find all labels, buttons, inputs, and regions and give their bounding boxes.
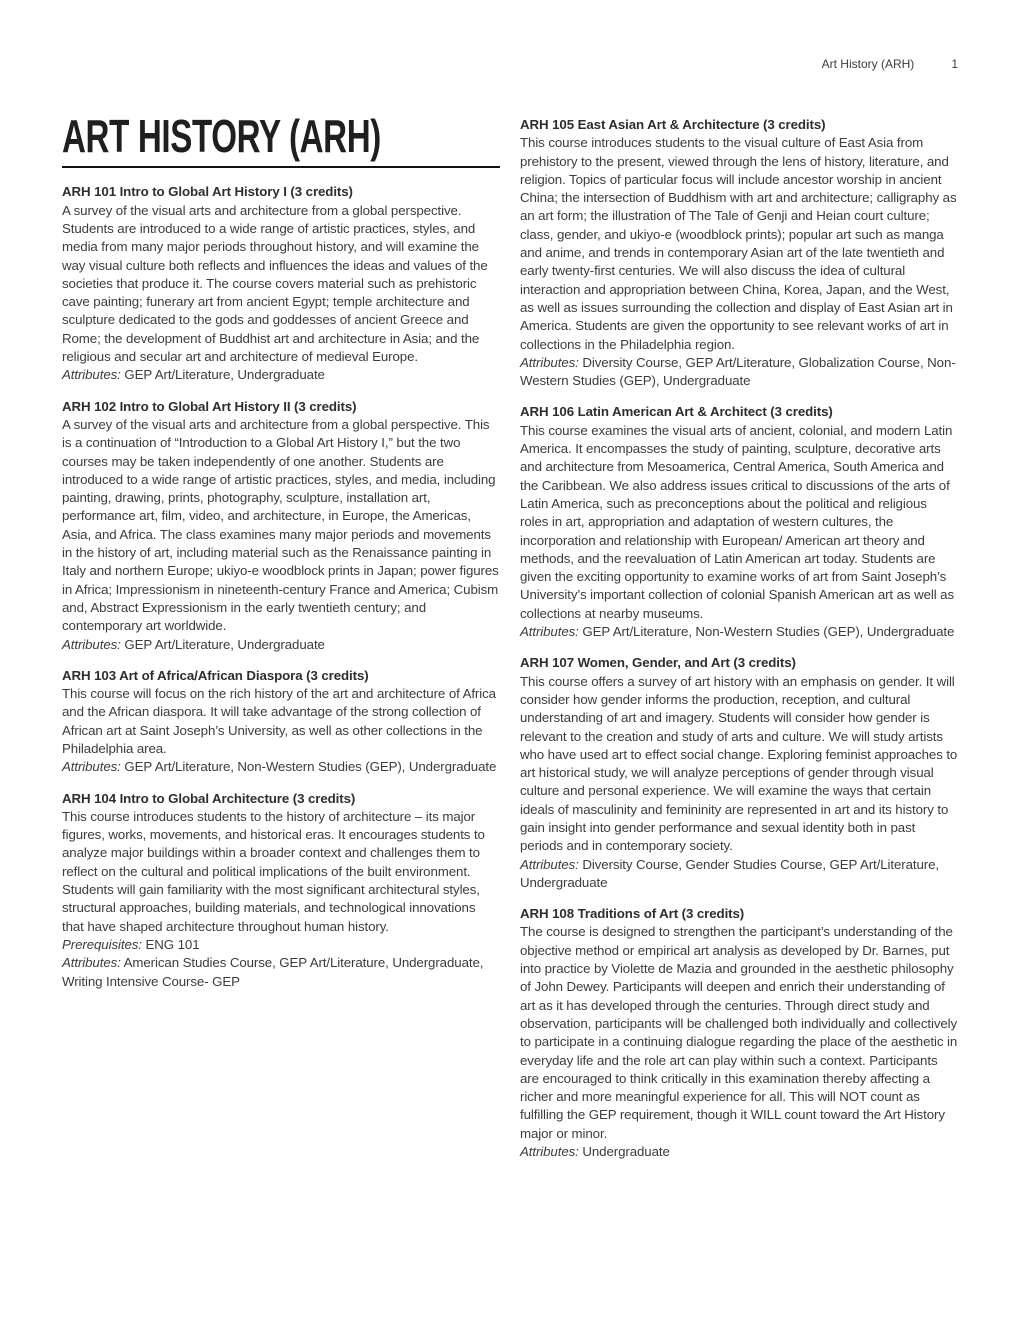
attributes-value: Undergraduate <box>582 1144 670 1160</box>
prerequisites-label: Prerequisites: <box>62 936 142 952</box>
page-title: ART HISTORY (ARH) <box>62 110 381 162</box>
course-description: A survey of the visual arts and architecture from a global perspective. Students are introduced to a wide range of artistic practices, styles, and media from many major periods throughout history, and will examine the way visual culture both reflects and influences the ideas and values of the societies that produce it. The course covers material such as prehistoric cave painting; funerary art from ancient Egypt; temple architecture and sculpture dedicated to the gods and goddesses of ancient Greece and Rome; the development of Buddhist art and architecture in Asia; and the religious and secular art and architecture of medieval Europe. <box>62 202 488 365</box>
attributes-value: Diversity Course, GEP Art/Literature, Globalization Course, Non-Western Studies (GEP), Undergraduate <box>520 354 956 389</box>
attributes-label: Attributes: <box>520 856 579 872</box>
course-heading: ARH 104 Intro to Global Architecture (3 credits) <box>62 790 356 806</box>
attributes-line <box>520 856 958 893</box>
course-heading: ARH 106 Latin American Art & Architect (3 credits) <box>520 404 833 420</box>
course-block-arh105 <box>520 116 958 390</box>
course-heading: ARH 102 Intro to Global Art History II (3 credits) <box>62 398 357 414</box>
course-description: This course will focus on the rich history of the art and architecture of Africa and the African diaspora. It will take advantage of the strong collection of African art at Saint Joseph’s University, as well as other collections in the Philadelphia area. <box>62 686 496 756</box>
course-block-arh106 <box>520 403 958 641</box>
attributes-label: Attributes: <box>62 759 121 775</box>
page-number: 1 <box>951 57 958 71</box>
attributes-value: Diversity Course, Gender Studies Course, GEP Art/Literature, Undergraduate <box>520 856 939 890</box>
course-description: This course offers a survey of art history with an emphasis on gender. It will consider how gender informs the production, reception, and cultural understanding of art and imagery. Students will consider how gender is relevant to the creation and study of arts and culture. We will study artists who have used art to effect social change. Exploring feminist approaches to art historical study, we will analyze perceptions of gender through visual culture and personal experience. We will examine the ways that certain ideals of masculinity and femininity are represented in art and its history to gain insight into gender performance and sexual identity both in past periods and in contemporary society. <box>520 673 958 854</box>
course-heading: ARH 107 Women, Gender, and Art (3 credits) <box>520 655 796 671</box>
course-description: This course introduces students to the visual culture of East Asia from prehistory to the present, viewed through the lens of history, literature, and religion. Topics of particular focus will include ancestor worship in ancient China; the intersection of Buddhism with art and architecture; calligraphy as an art form; the illustration of The Tale of Genji and Heian court culture; class, gender, and ukiyo-e (woodblock prints); popular art such as manga and anime, and trends in contemporary Asian art of the late twentieth and early twenty-first centuries. We will also discuss the idea of cultural interaction and appropriation between China, Korea, Japan, and the West, as well as issues surrounding the collection and display of East Asian art in America. Students are given the opportunity to see relevant works of art in collections in the Philadelphia region. <box>520 135 957 352</box>
course-heading: ARH 108 Traditions of Art (3 credits) <box>520 906 745 922</box>
attributes-value: GEP Art/Literature, Non-Western Studies (GEP), Undergraduate <box>582 624 955 640</box>
title-rule <box>62 166 500 168</box>
left-column <box>62 110 500 1174</box>
course-description: The course is designed to strengthen the participant’s understanding of the objective method or empirical art analysis as developed by Dr. Barnes, put into practice by Violette de Mazia and grounded in the aesthetic philosophy of John Dewey. Participants will deepen and enrich their understanding of art as it has developed through the centuries. Through direct study and observation, participants will be challenged both individually and collectively to participate in a continuing dialogue regarding the place of the aesthetic in everyday life and the role art can play within such a context. Participants are encouraged to think critically in this examination thereby affecting a richer and more meaningful experience for all. This will NOT count as fulfilling the GEP requirement, though it WILL count toward the Art History major or minor. <box>520 924 958 1141</box>
attributes-label: Attributes: <box>520 624 579 640</box>
attributes-line <box>520 623 958 641</box>
course-description: A survey of the visual arts and architecture from a global perspective. This is a continuation of “Introduction to a Global Art History I,” but the two courses may be taken independently of one another. Students are introduced to a wide range of artistic practices, styles, and media, including painting, drawing, prints, photography, sculpture, installation art, performance art, film, video, and architecture, in Europe, the Americas, Asia, and Africa. The class examines many major periods and movements in the history of art, including material such as the Renaissance painting in Italy and northern Europe; ukiyo-e woodblock prints in Japan; power figures in Africa; Impressionism in nineteenth-century France and America; Cubism and, Abstract Expressionism in the early twentieth century; and contemporary art worldwide. <box>62 416 499 634</box>
attributes-label: Attributes: <box>520 354 579 370</box>
attributes-line <box>520 1143 958 1161</box>
attributes-line <box>62 954 500 991</box>
attributes-label: Attributes: <box>62 367 121 383</box>
running-header <box>822 57 958 71</box>
running-header-title: Art History (ARH) <box>821 57 915 71</box>
course-description: This course examines the visual arts of ancient, colonial, and modern Latin America. It encompasses the study of painting, sculpture, decorative arts and architecture from Mesoamerica, Central America, South America and the Caribbean. We also address issues critical to discussions of the arts of Latin America, such as preconceptions about the political and religious roles in art, appropriation and adaptation of western cultures, the incorporation and relationship with European/ American art theory and methods, and the reevaluation of Latin American art today. Students are given the exciting opportunity to examine works of art from Saint Joseph’s University’s important collection of colonial Spanish American art as well as collections at nearby museums. <box>520 422 955 621</box>
right-column <box>520 116 958 1174</box>
attributes-value: GEP Art/Literature, Undergraduate <box>124 636 325 652</box>
page-content <box>62 110 958 1174</box>
attributes-value: GEP Art/Literature, Non-Western Studies (GEP), Undergraduate <box>124 759 497 775</box>
course-block-arh101 <box>62 183 500 384</box>
attributes-line <box>62 636 500 654</box>
course-heading: ARH 101 Intro to Global Art History I (3 credits) <box>62 184 353 200</box>
course-block-arh103 <box>62 667 500 777</box>
attributes-label: Attributes: <box>62 636 121 652</box>
course-heading: ARH 105 East Asian Art & Architecture (3 credits) <box>520 117 826 132</box>
attributes-label: Attributes: <box>62 955 121 971</box>
attributes-line <box>62 366 500 384</box>
course-block-arh107 <box>520 654 958 892</box>
course-block-arh104 <box>62 790 500 991</box>
prerequisites-value: ENG 101 <box>145 936 200 952</box>
prerequisites-line <box>62 936 500 954</box>
attributes-value: GEP Art/Literature, Undergraduate <box>124 367 325 383</box>
course-description: This course introduces students to the history of architecture – its major figures, works, movements, and historical eras. It encourages students to analyze major buildings within a broader context and challenges them to reflect on the cultural and political implications of the built environment. Students will gain familiarity with the most significant architectural styles, structural approaches, building materials, and technological innovations that have shaped architecture throughout human history. <box>62 808 485 934</box>
attributes-line <box>62 758 500 776</box>
attributes-label: Attributes: <box>520 1144 579 1160</box>
course-block-arh108 <box>520 905 958 1161</box>
attributes-line <box>520 354 958 391</box>
attributes-value: American Studies Course, GEP Art/Literature, Undergraduate, Writing Intensive Course- GEP <box>62 955 484 989</box>
course-block-arh102 <box>62 398 500 654</box>
course-heading: ARH 103 Art of Africa/African Diaspora (3 credits) <box>62 667 369 683</box>
